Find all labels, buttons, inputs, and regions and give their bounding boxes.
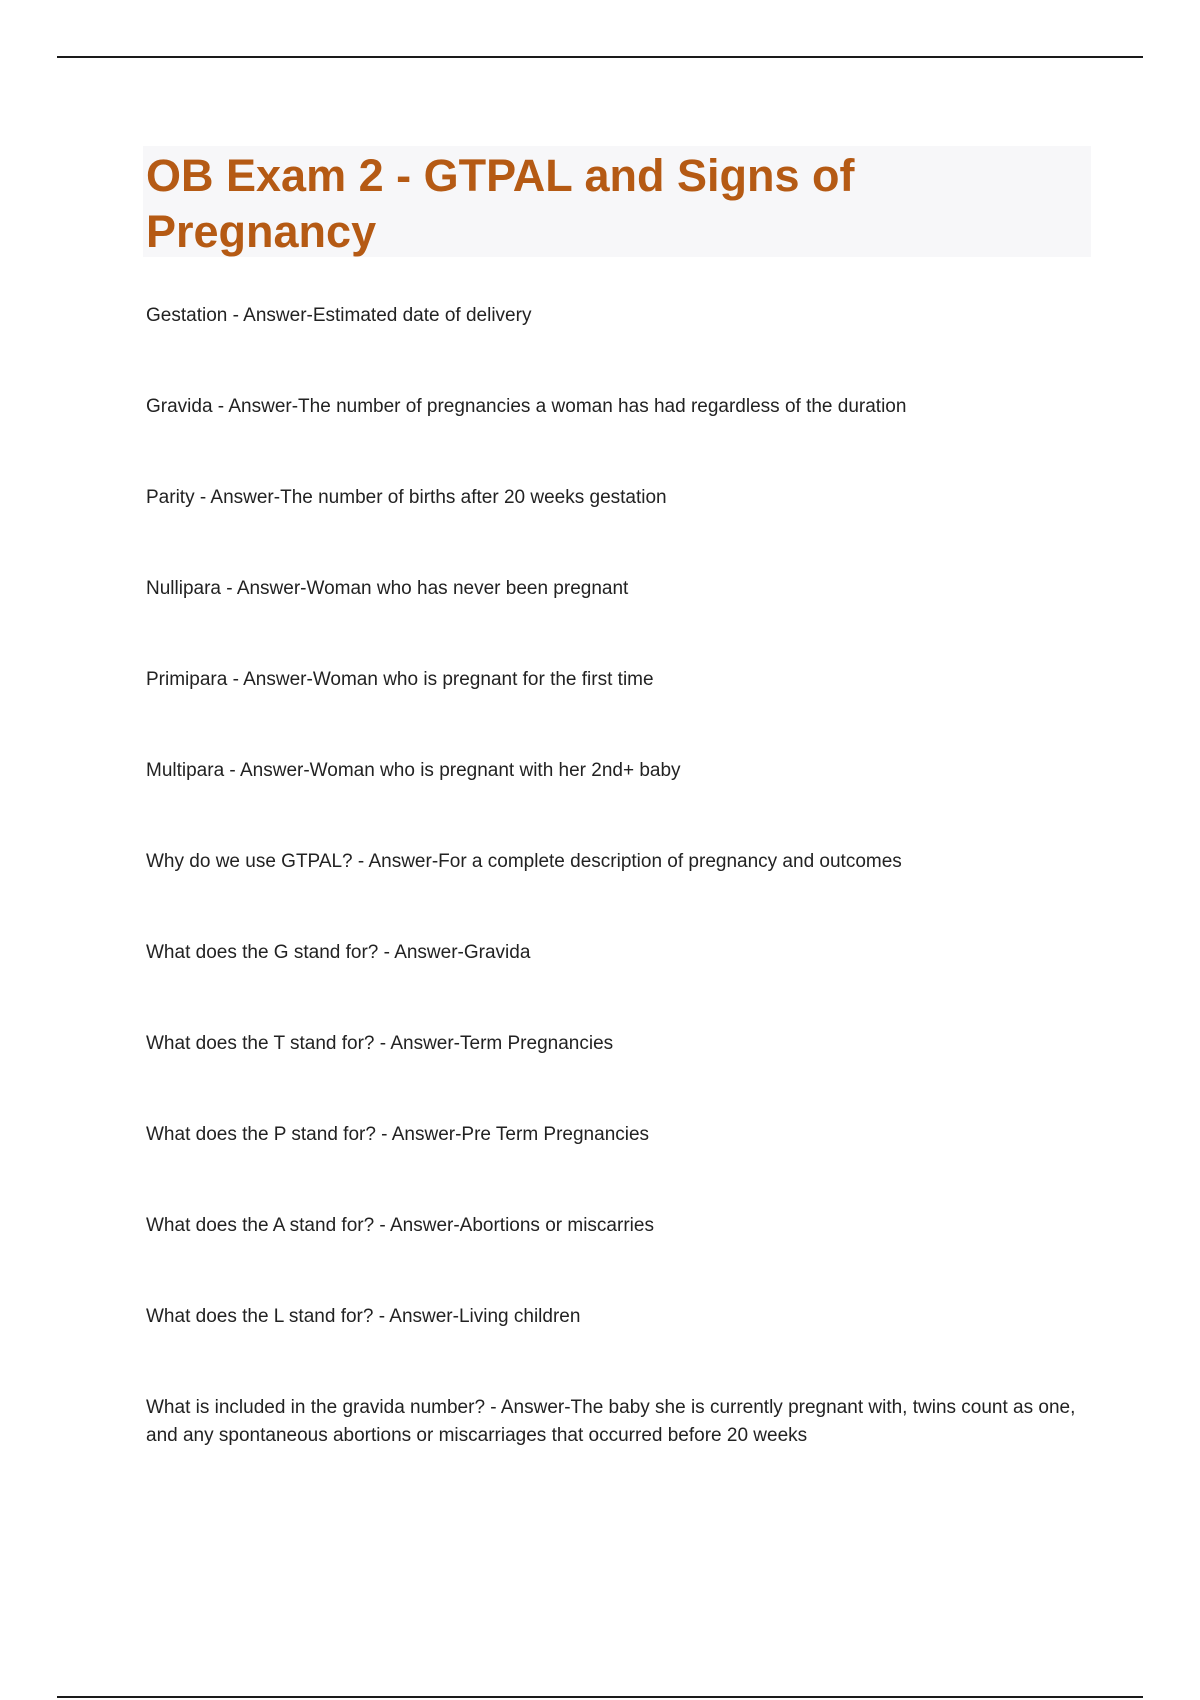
qa-list: [146, 302, 1076, 1513]
qa-item-nullipara: Nullipara - Answer-Woman who has never been pregnant: [146, 578, 629, 599]
qa-item-p: What does the P stand for? - Answer-Pre Term Pregnancies: [146, 1124, 650, 1145]
qa-item-parity: Parity - Answer-The number of births after 20 weeks gestation: [146, 487, 667, 508]
qa-item-a: What does the A stand for? - Answer-Abortions or miscarries: [146, 1215, 654, 1236]
qa-item-t: What does the T stand for? - Answer-Term Pregnancies: [146, 1033, 614, 1054]
qa-item-multipara: Multipara - Answer-Woman who is pregnant with her 2nd+ baby: [146, 760, 681, 781]
qa-item-why-gtpal: Why do we use GTPAL? - Answer-For a complete description of pregnancy and outcomes: [146, 851, 902, 872]
qa-item-gestation: Gestation - Answer-Estimated date of delivery: [146, 305, 532, 326]
qa-item-primipara: Primipara - Answer-Woman who is pregnant for the first time: [146, 669, 654, 690]
top-rule: [57, 56, 1143, 58]
qa-item-gravida-number: What is included in the gravida number? - Answer-The baby she is currently pregnant with, twins count as one, and any spontaneous abortions or miscarriages that occurred before 20 weeks: [146, 1397, 1076, 1446]
bottom-rule: [57, 1696, 1143, 1698]
document-title: OB Exam 2 - GTPAL and Signs of Pregnancy: [146, 150, 855, 257]
qa-item-g: What does the G stand for? - Answer-Gravida: [146, 942, 531, 963]
qa-item-gravida: Gravida - Answer-The number of pregnancies a woman has had regardless of the duration: [146, 396, 907, 417]
qa-item-l: What does the L stand for? - Answer-Living children: [146, 1306, 581, 1327]
